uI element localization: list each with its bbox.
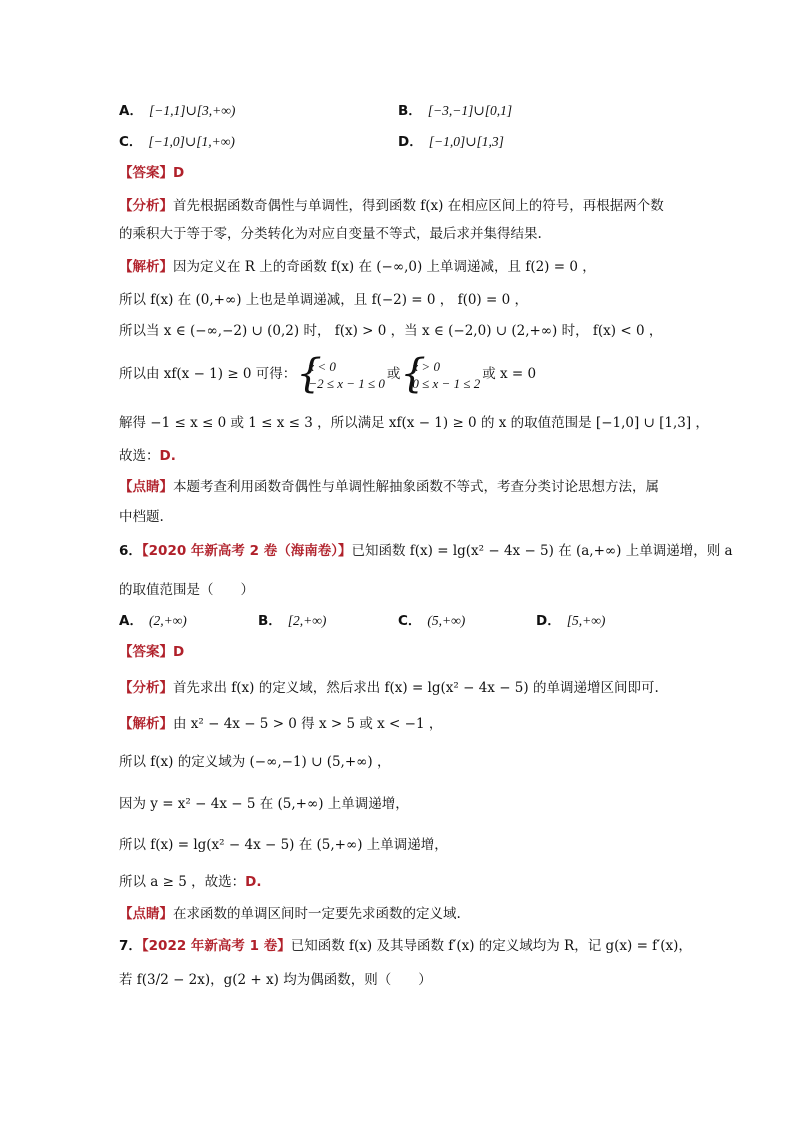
- q5-solution-line1: 【解析】因为定义在 R 上的奇函数 f(x) 在 (−∞,0) 上单调递减，且 f(2) = 0 ，: [119, 259, 596, 275]
- q5-option-b[interactable]: B． [−3,−1]∪[0,1]: [398, 103, 513, 119]
- q6-solution-line5: 所以 a ≥ 5 ，故选：D.: [119, 874, 262, 890]
- q5-option-d[interactable]: D． [−1,0]∪[1,3]: [398, 134, 504, 150]
- q6-option-d[interactable]: D． [5,+∞): [536, 613, 606, 629]
- q6-option-a[interactable]: A． (2,+∞): [119, 613, 187, 629]
- q6-solution-line1: 【解析】由 x² − 4x − 5 > 0 得 x > 5 或 x < −1 ，: [119, 716, 443, 732]
- q5-answer: 【答案】D: [119, 165, 185, 181]
- q5-solution-line6: 故选：D.: [119, 448, 176, 464]
- q6-solution-line2: 所以 f(x) 的定义域为 (−∞,−1) ∪ (5,+∞) ，: [119, 754, 391, 770]
- q5-solution-line4: 所以由 xf(x − 1) ≥ 0 可得： { x < 0 −2 ≤ x − 1 ≤ 0 或 { x > 0 0 ≤ x − 1 ≤ 2 或 x = 0: [119, 356, 536, 392]
- q6-stem-line1: 6．【2020 年新高考 2 卷（海南卷）】已知函数 f(x) = lg(x² − 4x − 5) 在 (a,+∞) 上单调递增，则 a: [119, 543, 733, 559]
- q6-stem-line2: 的取值范围是（ ）: [119, 582, 254, 598]
- case-system-1: { x < 0 −2 ≤ x − 1 ≤ 0: [298, 358, 385, 392]
- q5-solution-line3: 所以当 x ∈ (−∞,−2) ∪ (0,2) 时， f(x) > 0 ，当 x ∈ (−2,0) ∪ (2,+∞) 时， f(x) < 0 ，: [119, 323, 663, 339]
- q7-stem-line1: 7．【2022 年新高考 1 卷】已知函数 f(x) 及其导函数 f′(x) 的定义域均为 R，记 g(x) = f′(x)，: [119, 938, 692, 954]
- case-system-2: { x > 0 0 ≤ x − 1 ≤ 2: [402, 358, 480, 392]
- q5-solution-line5: 解得 −1 ≤ x ≤ 0 或 1 ≤ x ≤ 3 ，所以满足 xf(x − 1) ≥ 0 的 x 的取值范围是 [−1,0] ∪ [1,3] ，: [119, 415, 709, 431]
- q7-stem-line2: 若 f(3/2 − 2x)，g(2 + x) 均为偶函数，则（ ）: [119, 972, 432, 988]
- q5-analysis-line1: 【分析】首先根据函数奇偶性与单调性，得到函数 f(x) 在相应区间上的符号，再根据两个数: [119, 198, 664, 214]
- q6-comment: 【点睛】在求函数的单调区间时一定要先求函数的定义域.: [119, 906, 461, 922]
- q6-solution-line4: 所以 f(x) = lg(x² − 4x − 5) 在 (5,+∞) 上单调递增，: [119, 837, 448, 853]
- q6-option-b[interactable]: B． [2,+∞): [258, 613, 327, 629]
- q6-answer: 【答案】D: [119, 644, 185, 660]
- q5-comment-line2: 中档题.: [119, 509, 164, 525]
- q5-comment-line1: 【点睛】本题考查利用函数奇偶性与单调性解抽象函数不等式，考查分类讨论思想方法，属: [119, 479, 659, 495]
- q5-analysis-line2: 的乘积大于等于零，分类转化为对应自变量不等式，最后求并集得结果.: [119, 226, 542, 242]
- q5-solution-line2: 所以 f(x) 在 (0,+∞) 上也是单调递减，且 f(−2) = 0 ， f(0) = 0 ，: [119, 292, 528, 308]
- q5-option-a[interactable]: A． [−1,1]∪[3,+∞): [119, 103, 236, 119]
- q6-option-c[interactable]: C． (5,+∞): [398, 613, 466, 629]
- q6-solution-line3: 因为 y = x² − 4x − 5 在 (5,+∞) 上单调递增，: [119, 796, 409, 812]
- q6-analysis: 【分析】首先求出 f(x) 的定义域，然后求出 f(x) = lg(x² − 4x − 5) 的单调递增区间即可.: [119, 680, 659, 696]
- q5-option-c[interactable]: C． [−1,0]∪[1,+∞): [119, 134, 235, 150]
